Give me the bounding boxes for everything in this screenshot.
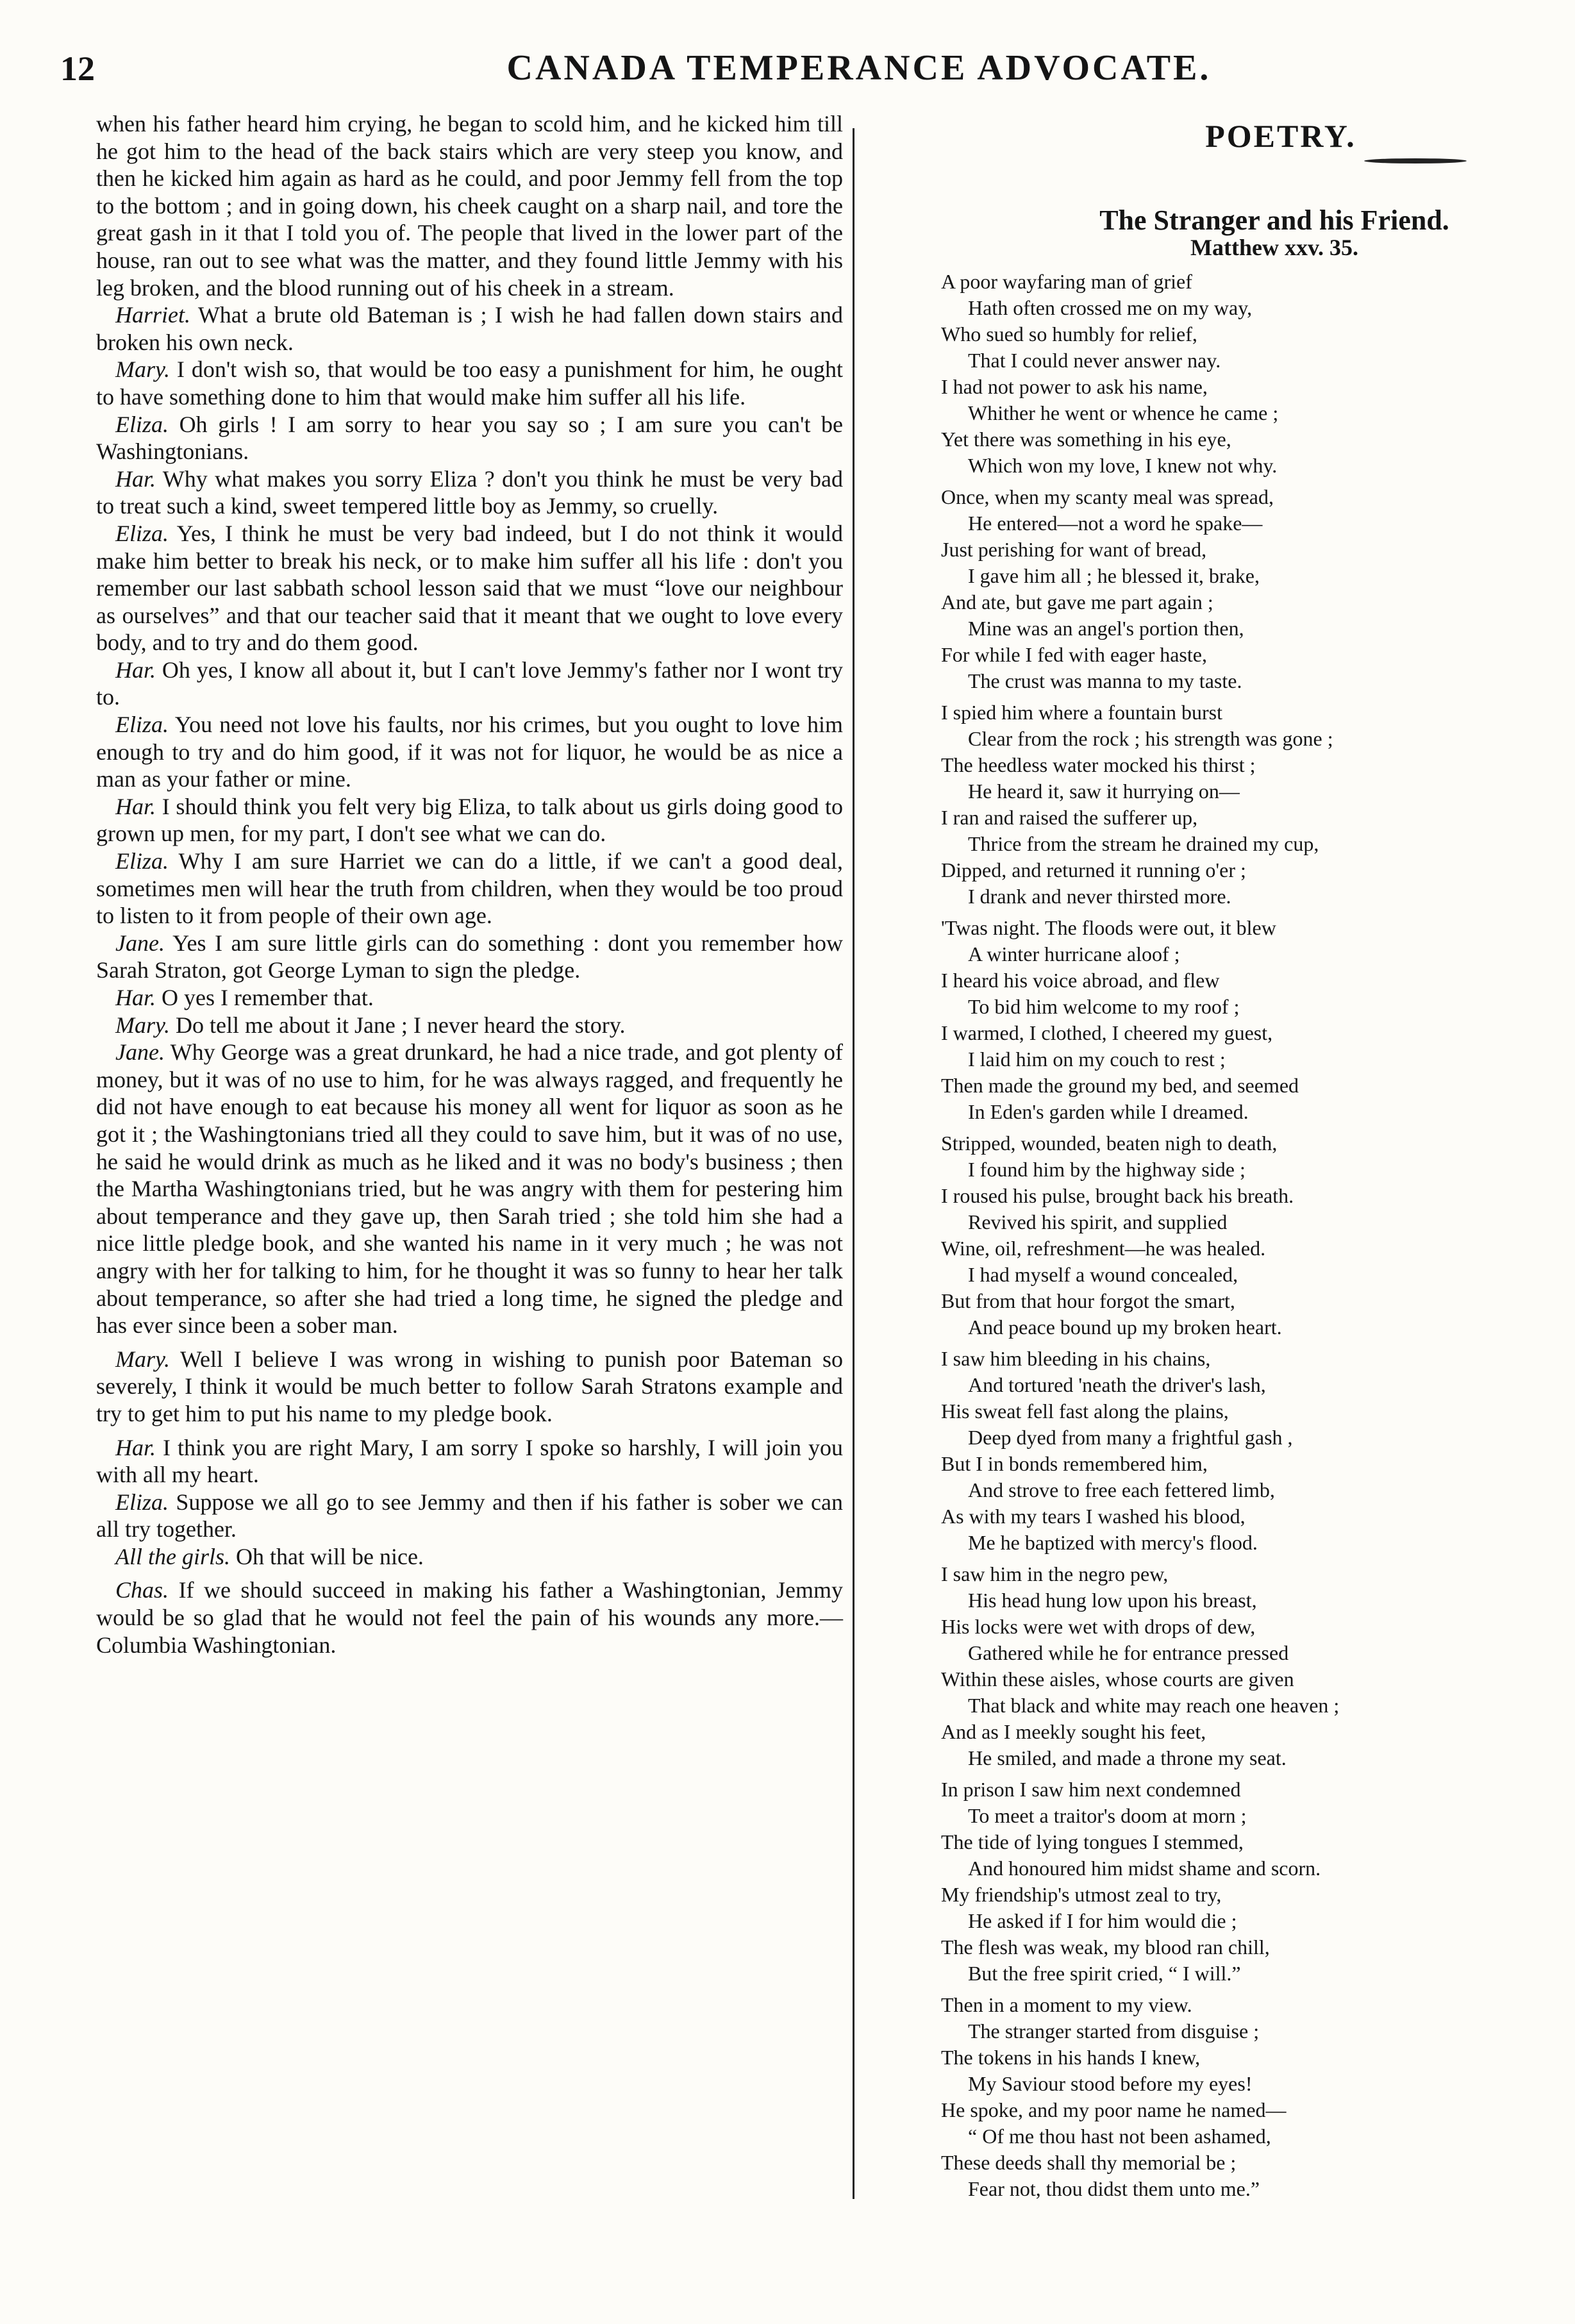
poem-line: But the free spirit cried, “ I will.” xyxy=(968,1962,1241,1985)
poem-reference: Matthew xxv. 35. xyxy=(1190,235,1358,260)
dialogue-text: I don't wish so, that would be too easy a punishment for him, he ought to have something done to him that would make him suffer all his life. xyxy=(96,356,844,410)
dialogue-paragraph xyxy=(96,984,843,1012)
poem-line: His sweat fell fast along the plains, xyxy=(941,1400,1229,1423)
poem-line: The stranger started from disguise ; xyxy=(968,2019,1260,2043)
dialogue-paragraph xyxy=(96,656,843,711)
poem-line: He asked if I for him would die ; xyxy=(968,1909,1237,1932)
poem-stanza xyxy=(941,699,1556,910)
speaker-name: Har. xyxy=(115,656,156,683)
dialogue-paragraph xyxy=(96,793,843,848)
poem-line: A winter hurricane aloof ; xyxy=(968,942,1180,966)
poem-line: I saw him in the negro pew, xyxy=(941,1562,1169,1585)
dialogue-text: Well I believe I was wrong in wishing to punish poor Bateman so severely, I think it would be much better to follow Sarah Stratons example and try to get him to put his name to my pledge book. xyxy=(96,1346,843,1426)
poem-line: These deeds shall thy memorial be ; xyxy=(941,2151,1237,2174)
poem-line: I heard his voice abroad, and flew xyxy=(941,969,1220,992)
dialogue-paragraph xyxy=(96,1543,843,1571)
poem-line: Then made the ground my bed, and seemed xyxy=(941,1074,1299,1097)
dialogue-column xyxy=(96,110,843,1659)
dialogue-paragraph xyxy=(96,1039,843,1339)
poem-line: I laid him on my couch to rest ; xyxy=(968,1048,1226,1071)
poem-line: Fear not, thou didst them unto me.” xyxy=(968,2177,1260,2200)
dialogue-paragraph xyxy=(96,1434,843,1489)
speaker-name: Jane. xyxy=(115,1039,165,1066)
poem-line: And strove to free each fettered limb, xyxy=(968,1478,1275,1501)
poem-line: Whither he went or whence he came ; xyxy=(968,401,1279,424)
poem-stanza xyxy=(941,484,1556,694)
poem-line: The flesh was weak, my blood ran chill, xyxy=(941,1935,1270,1959)
dialogue-paragraph xyxy=(96,1346,843,1428)
dialogue-text: Do tell me about it Jane ; I never heard the story. xyxy=(176,1012,626,1038)
poem-stanza xyxy=(941,1776,1556,1987)
poem-line: The heedless water mocked his thirst ; xyxy=(941,753,1256,776)
dialogue-text: Yes, I think he must be very bad indeed, but I do not think it would make him better to break his neck, or to make him suffer all his life : don't you remember our last sabbath school lesson said that we must “love our neighbour as ourselves” and that our teacher said that it meant that we ought to love every body, and to try and do them good. xyxy=(96,520,843,656)
dialogue-text: What a brute old Bateman is ; I wish he had fallen down stairs and broken his own neck. xyxy=(96,302,843,355)
speaker-name: Har. xyxy=(115,985,156,1010)
speaker-name: Eliza. xyxy=(115,848,169,874)
dialogue-paragraph xyxy=(96,465,843,520)
dialogue-text: Suppose we all go to see Jemmy and then if his father is sober we can all try together. xyxy=(96,1489,843,1542)
dialogue-text: Oh yes, I know all about it, but I can't love Jemmy's father nor I wont try to. xyxy=(96,656,844,710)
poem-line: He entered—not a word he spake— xyxy=(968,512,1263,535)
poem-line: Once, when my scanty meal was spread, xyxy=(941,485,1274,508)
speaker-name: Mary. xyxy=(115,1346,170,1372)
poem-line: He smiled, and made a throne my seat. xyxy=(968,1746,1287,1769)
poem-line: Revived his spirit, and supplied xyxy=(968,1210,1228,1233)
poem-line: To bid him welcome to my roof ; xyxy=(968,995,1240,1018)
dialogue-paragraph xyxy=(96,411,843,465)
poetry-column xyxy=(941,110,1556,2202)
poem-body xyxy=(941,269,1556,2202)
poem-line: In prison I saw him next condemned xyxy=(941,1778,1241,1801)
poem-line: I saw him bleeding in his chains, xyxy=(941,1347,1211,1370)
poem-line: Within these aisles, whose courts are given xyxy=(941,1668,1294,1691)
poem-title: The Stranger and his Friend. xyxy=(1099,205,1449,236)
poem-line: Clear from the rock ; his strength was gone ; xyxy=(968,727,1333,750)
poem-line: Thrice from the stream he drained my cup, xyxy=(968,832,1319,855)
poem-line: 'Twas night. The floods were out, it blew xyxy=(941,916,1276,939)
poem-line: And peace bound up my broken heart. xyxy=(968,1316,1282,1339)
section-title: POETRY. xyxy=(1205,118,1356,154)
poem-line: Deep dyed from many a frightful gash , xyxy=(968,1426,1293,1449)
dialogue-paragraph xyxy=(96,110,843,301)
title-ornament xyxy=(1364,158,1467,163)
poem-line: As with my tears I washed his blood, xyxy=(941,1505,1246,1528)
poem-line: My friendship's utmost zeal to try, xyxy=(941,1883,1222,1906)
dialogue-text: when his father heard him crying, he began to scold him, and he kicked him till he got him to the head of the back stairs which are very steep you know, and then he kicked him again as hard as he could, and poor Jemmy fell from the top to the bottom ; and in going down, his cheek caught on a sharp nail, and tore the great gash in it that I told you of. The people that lived in the lower part of the house, ran out to see what was the matter, and they found little Jemmy with his leg broken, and the blood running out of his cheek in a stream. xyxy=(96,111,843,301)
poem-line: That black and white may reach one heaven ; xyxy=(968,1694,1340,1717)
dialogue-text: I think you are right Mary, I am sorry I spoke so harshly, I will join you with all my heart. xyxy=(96,1434,844,1488)
poem-line: To meet a traitor's doom at morn ; xyxy=(968,1804,1247,1827)
speaker-name: Chas. xyxy=(115,1577,169,1603)
page-number: 12 xyxy=(60,49,95,88)
dialogue-text: Why George was a great drunkard, he had a nice trade, and got plenty of money, but it was of no use to him, for he was always ragged, and frequently he did not have enough to eat because his money all went for liquor as soon as he got it ; the Washingtonians tried all they could to save him, but it was of no use, he said he would drink as much as he liked and it was no body's business ; then the Martha Washingtonians tried, but he was angry with them for pestering him about temperance and they gave up, then Sarah tried ; she told him she had a nice little pledge book, and she wanted his name in it very much ; he was not angry with her for talking to him, for he thought it was so funny to hear her talk about temperance, so after she had tried a long time, he signed the pledge and has ever since been a sober man. xyxy=(96,1039,843,1339)
poem-line: The tokens in his hands I knew, xyxy=(941,2046,1201,2069)
poem-line: A poor wayfaring man of grief xyxy=(941,270,1192,293)
poem-line: Me he baptized with mercy's flood. xyxy=(968,1531,1258,1554)
poem-line: Then in a moment to my view. xyxy=(941,1993,1192,2016)
poem-stanza xyxy=(941,1561,1556,1771)
dialogue-paragraph xyxy=(96,930,843,984)
poem-line: In Eden's garden while I dreamed. xyxy=(968,1100,1249,1123)
speaker-name: Eliza. xyxy=(115,520,169,546)
dialogue-text: Oh that will be nice. xyxy=(236,1543,424,1569)
poem-line: But from that hour forgot the smart, xyxy=(941,1289,1235,1312)
dialogue-paragraph xyxy=(96,1576,843,1659)
speaker-name: Eliza. xyxy=(115,411,169,437)
poem-line: And tortured 'neath the driver's lash, xyxy=(968,1373,1266,1396)
poem-line: I gave him all ; he blessed it, brake, xyxy=(968,564,1260,587)
poem-line: I had myself a wound concealed, xyxy=(968,1263,1238,1286)
poem-line: Dipped, and returned it running o'er ; xyxy=(941,858,1246,882)
poem-line: Who sued so humbly for relief, xyxy=(941,322,1197,346)
poem-line: I ran and raised the sufferer up, xyxy=(941,806,1198,829)
poem-line: And honoured him midst shame and scorn. xyxy=(968,1857,1321,1880)
poem-stanza xyxy=(941,269,1556,479)
poem-stanza xyxy=(941,1346,1556,1556)
speaker-name: Har. xyxy=(115,1434,156,1460)
poem-line: Gathered while he for entrance pressed xyxy=(968,1641,1289,1664)
speaker-name: Mary. xyxy=(115,1012,170,1038)
poem-stanza xyxy=(941,1130,1556,1341)
dialogue-text: Oh girls ! I am sorry to hear you say so ; I am sure you can't be Washingtonians. xyxy=(96,411,844,465)
poem-line: The tide of lying tongues I stemmed, xyxy=(941,1830,1244,1853)
dialogue-text: You need not love his faults, nor his crimes, but you ought to love him enough to try and do him good, if it was not for liquor, he would be as nice a man as your father or mine. xyxy=(96,712,843,792)
poem-line: I roused his pulse, brought back his breath. xyxy=(941,1184,1294,1207)
poem-line: I drank and never thirsted more. xyxy=(968,885,1231,908)
poem-line: Stripped, wounded, beaten nigh to death, xyxy=(941,1132,1278,1155)
speaker-name: Eliza. xyxy=(115,1489,169,1515)
dialogue-text: I should think you felt very big Eliza, to talk about us girls doing good to grown up men, for my part, I don't see what we can do. xyxy=(96,793,844,847)
poem-line: Yet there was something in his eye, xyxy=(941,428,1231,451)
poem-line: He spoke, and my poor name he named— xyxy=(941,2098,1287,2121)
dialogue-paragraph xyxy=(96,356,843,410)
speaker-name: Harriet. xyxy=(115,302,190,328)
dialogue-text: Why I am sure Harriet we can do a little, if we can't a good deal, sometimes men will hear the truth from children, when they would be too proud to listen to it from people of their own age. xyxy=(96,848,843,929)
dialogue-text: O yes I remember that. xyxy=(162,985,374,1010)
dialogue-text: Why what makes you sorry Eliza ? don't you think he must be very bad to treat such a kind, sweet tempered little boy as Jemmy, so cruelly. xyxy=(96,465,844,519)
dialogue-paragraph xyxy=(96,1489,843,1543)
speaker-name: All the girls. xyxy=(115,1543,230,1569)
poem-line: Wine, oil, refreshment—he was healed. xyxy=(941,1237,1266,1260)
poem-line: I had not power to ask his name, xyxy=(941,375,1208,398)
speaker-name: Mary. xyxy=(115,356,170,383)
poem-line: My Saviour stood before my eyes! xyxy=(968,2072,1253,2095)
poem-line: I warmed, I clothed, I cheered my guest, xyxy=(941,1021,1273,1044)
speaker-name: Jane. xyxy=(115,930,165,956)
poem-line: And as I meekly sought his feet, xyxy=(941,1720,1206,1743)
dialogue-paragraph xyxy=(96,1012,843,1039)
dialogue-text: Yes I am sure little girls can do something : dont you remember how Sarah Straton, got George Lyman to sign the pledge. xyxy=(96,930,844,983)
poem-stanza xyxy=(941,915,1556,1125)
poem-line: He heard it, saw it hurrying on— xyxy=(968,780,1240,803)
poem-line: The crust was manna to my taste. xyxy=(968,669,1242,692)
poem-line: Which won my love, I knew not why. xyxy=(968,454,1278,477)
poem-line: I spied him where a fountain burst xyxy=(941,701,1222,724)
poem-line: Just perishing for want of bread, xyxy=(941,538,1207,561)
speaker-name: Eliza. xyxy=(115,712,169,738)
running-head: CANADA TEMPERANCE ADVOCATE. xyxy=(506,48,1212,88)
poem-line: Mine was an angel's portion then, xyxy=(968,617,1244,640)
dialogue-paragraph xyxy=(96,520,843,656)
speaker-name: Har. xyxy=(115,793,156,819)
poem-line: His head hung low upon his breast, xyxy=(968,1589,1257,1612)
dialogue-paragraph xyxy=(96,848,843,930)
column-rule xyxy=(853,128,854,2199)
poem-line: His locks were wet with drops of dew, xyxy=(941,1615,1256,1638)
poem-stanza xyxy=(941,1992,1556,2202)
poem-line: “ Of me thou hast not been ashamed, xyxy=(968,2125,1271,2148)
dialogue-text: If we should succeed in making his father a Washingtonian, Jemmy would be so glad that he would not feel the pain of his wounds any more.—Columbia Washingtonian. xyxy=(96,1577,843,1658)
dialogue-paragraph xyxy=(96,301,843,356)
poem-line: And ate, but gave me part again ; xyxy=(941,590,1213,614)
poem-line: I found him by the highway side ; xyxy=(968,1158,1246,1181)
speaker-name: Har. xyxy=(115,465,156,492)
poem-line: For while I fed with eager haste, xyxy=(941,643,1207,666)
dialogue-paragraph xyxy=(96,711,843,793)
poem-line: Hath often crossed me on my way, xyxy=(968,296,1253,319)
poem-line: But I in bonds remembered him, xyxy=(941,1452,1208,1475)
poem-line: That I could never answer nay. xyxy=(968,349,1221,372)
